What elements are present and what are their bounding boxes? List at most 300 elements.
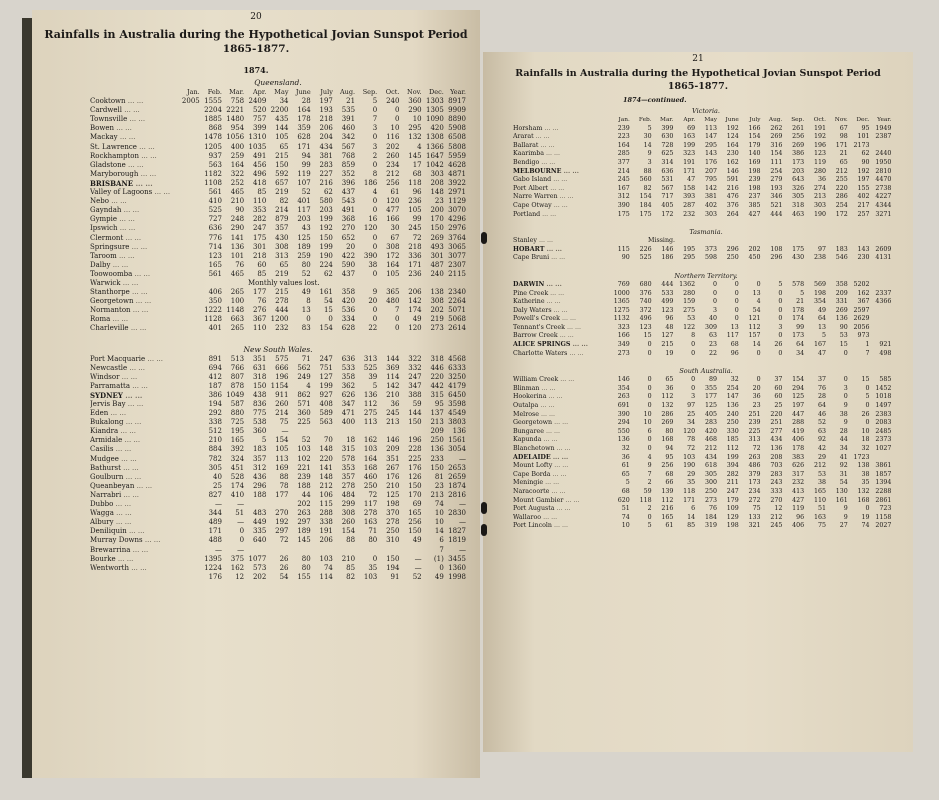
rainfall-value: 110 xyxy=(252,324,267,333)
rainfall-value: 879 xyxy=(275,215,289,224)
leader-dots: ... ... xyxy=(564,323,581,331)
rainfall-value: 1305 xyxy=(425,106,444,115)
rainfall-value: 400 xyxy=(230,142,245,151)
rainfall-value: 49 xyxy=(817,306,826,314)
station-row xyxy=(90,97,466,106)
leader-dots: ... ... xyxy=(554,445,571,452)
station-name xyxy=(513,315,608,324)
rainfall-value: 165 xyxy=(208,260,222,269)
rainfall-value: 717 xyxy=(661,193,674,201)
rainfall-value: 3 xyxy=(647,158,652,166)
rainfall-value: 171 xyxy=(683,496,696,504)
rainfall-value: 155 xyxy=(857,184,870,192)
rainfall-value: 202 xyxy=(297,500,311,509)
rainfall-value: 313 xyxy=(363,354,378,363)
rainfall-value: 435 xyxy=(275,115,289,124)
rainfall-value: 172 xyxy=(386,251,400,260)
station-row xyxy=(90,536,466,545)
rainfall-value: 234 xyxy=(386,160,400,169)
rainfall-value: 0 xyxy=(843,349,848,357)
station-row xyxy=(513,454,899,463)
rainfall-value: 316 xyxy=(770,141,783,149)
rainfall-value: 196 xyxy=(275,372,289,381)
rainfall-value: 580 xyxy=(319,197,333,206)
rainfall-value: 247 xyxy=(726,487,739,495)
rainfall-value: 21 xyxy=(796,298,805,306)
rainfall-value: 178 xyxy=(792,445,805,452)
leader-dots: ... ... xyxy=(544,150,561,158)
rainfall-value xyxy=(244,546,266,555)
rainfall-value: 250 xyxy=(726,419,739,427)
station-name-text: Kapunda xyxy=(513,436,542,444)
station-name-text: Dalby xyxy=(90,260,111,269)
leader-dots: ... ... xyxy=(132,269,151,278)
rainfall-value: 308 xyxy=(275,242,289,251)
rainfall-value: 239 xyxy=(617,124,630,132)
leader-dots: ... ... xyxy=(533,133,550,141)
rainfall-value: 0 xyxy=(647,341,652,349)
station-name-text: Port Lincoln xyxy=(513,522,552,530)
station-name xyxy=(513,488,608,497)
rainfall-value: 125 xyxy=(297,233,311,242)
rainfall-value: 498 xyxy=(879,349,892,357)
rainfall-value: 208 xyxy=(430,178,444,187)
rainfall-value: 305 xyxy=(792,193,805,201)
rainfall-value: 163 xyxy=(683,133,696,141)
rainfall-value: 164 xyxy=(363,454,378,463)
rainfall-value: 218 xyxy=(408,242,422,251)
rainfall-value: 164 xyxy=(297,106,311,115)
station-row xyxy=(513,341,899,350)
rainfall-value: 159 xyxy=(683,298,696,306)
rainfall-value: 309 xyxy=(704,323,717,331)
rainfall-value: 2383 xyxy=(875,410,892,418)
rainfall-value: 444 xyxy=(275,306,289,315)
rainfall-value: 142 xyxy=(408,297,422,306)
rainfall-value: 263 xyxy=(748,453,761,461)
station-name xyxy=(90,509,200,518)
rainfall-value: 618 xyxy=(704,462,717,470)
rainfall-value: 563 xyxy=(319,418,333,427)
rainfall-value: 282 xyxy=(726,470,739,478)
station-row xyxy=(90,143,466,152)
leader-dots: ... ... xyxy=(550,453,569,461)
rainfall-value: 0 xyxy=(778,306,783,314)
rainfall-value: 217 xyxy=(857,201,870,209)
rainfall-value: 197 xyxy=(792,402,805,410)
rainfall-value: 1148 xyxy=(226,306,245,315)
station-row xyxy=(513,419,899,428)
rainfall-value: — xyxy=(459,500,466,509)
station-row xyxy=(90,364,466,373)
rainfall-value xyxy=(355,427,377,436)
rainfall-value: 493 xyxy=(430,242,444,251)
rainfall-value: 1885 xyxy=(204,115,222,124)
rainfall-value: 1366 xyxy=(425,142,444,151)
station-name-text: SYDNEY xyxy=(90,390,123,400)
rainfall-value: 740 xyxy=(639,298,652,306)
station-name-text: Wallaroo xyxy=(513,513,542,521)
rainfall-value: 37 xyxy=(774,376,783,384)
rainfall-value: 758 xyxy=(230,97,245,106)
station-name xyxy=(513,324,608,333)
station-row xyxy=(90,373,466,382)
rainfall-value: 103 xyxy=(363,445,378,454)
rainfall-value: 214 xyxy=(275,206,289,215)
rainfall-value: 4366 xyxy=(875,298,892,306)
leader-dots: ... ... xyxy=(548,184,565,192)
rainfall-value: 117 xyxy=(363,500,378,509)
rainfall-value: 28 xyxy=(839,427,848,435)
rainfall-value: 105 xyxy=(408,206,422,215)
rainfall-value: 125 xyxy=(386,490,400,499)
rainfall-value: 176 xyxy=(208,572,222,581)
rainfall-value: 2005 xyxy=(181,97,200,106)
rainfall-value: 89 xyxy=(708,376,717,384)
station-name-text: Melrose xyxy=(513,410,539,418)
rainfall-value: 219 xyxy=(430,315,444,324)
rainfall-value: 4 xyxy=(306,381,311,390)
station-row xyxy=(90,455,466,464)
rainfall-value: 367 xyxy=(252,315,267,324)
rainfall-value: 199 xyxy=(683,141,696,149)
rainfall-value: 332 xyxy=(408,363,422,372)
station-name xyxy=(90,288,200,297)
station-row xyxy=(90,436,466,445)
station-row xyxy=(513,411,899,420)
station-name-text: Stanley xyxy=(513,237,537,245)
rainfall-value: 578 xyxy=(341,454,356,463)
rainfall-value: 21 xyxy=(346,97,356,106)
rainfall-value: 78 xyxy=(279,481,289,490)
rainfall-table xyxy=(32,78,480,582)
station-name xyxy=(513,445,608,454)
rainfall-value: (1) xyxy=(433,554,444,563)
rainfall-value: 827 xyxy=(208,490,222,499)
rainfall-value: 210 xyxy=(230,197,245,206)
rainfall-value: 112 xyxy=(661,393,674,401)
station-name-text: Ballarat xyxy=(513,141,539,149)
rainfall-value: 49 xyxy=(412,536,422,545)
rainfall-value: 290 xyxy=(408,106,422,115)
rainfall-value: 14 xyxy=(434,527,444,536)
leader-dots: ... ... xyxy=(126,527,145,536)
station-name xyxy=(90,315,200,324)
rainfall-value: 463 xyxy=(792,210,805,218)
rainfall-value: 438 xyxy=(252,390,267,399)
rainfall-value: 5908 xyxy=(448,124,466,133)
rainfall-value: 308 xyxy=(386,242,400,251)
rainfall-value: 4 xyxy=(756,298,761,306)
rainfall-value: 591 xyxy=(726,176,739,184)
rainfall-value: 3065 xyxy=(448,242,466,251)
rainfall-value: 5 xyxy=(647,124,652,132)
station-name xyxy=(90,206,200,215)
rainfall-value: 562 xyxy=(297,363,311,372)
rainfall-value: 78 xyxy=(687,436,696,444)
rainfall-value: 1857 xyxy=(875,470,892,478)
rainfall-value: 65 xyxy=(665,376,674,384)
rainfall-value: 282 xyxy=(252,215,267,224)
rainfall-value: 354 xyxy=(813,298,826,306)
rainfall-value: 10 xyxy=(861,427,870,435)
leader-dots: ... ... xyxy=(113,445,132,454)
rainfall-value: 270 xyxy=(341,224,356,233)
rainfall-value: 0 xyxy=(372,242,378,251)
rainfall-value: 9909 xyxy=(448,106,466,115)
rainfall-value: 420 xyxy=(704,427,717,435)
rainfall-value: 954 xyxy=(230,124,245,133)
station-row xyxy=(90,509,466,518)
rainfall-value: 326 xyxy=(792,184,805,192)
station-row xyxy=(90,382,466,391)
station-note: Missing. xyxy=(648,237,676,245)
rainfall-value: 90 xyxy=(235,206,245,215)
station-name-text: Wagga xyxy=(90,509,114,518)
rainfall-value: 5 xyxy=(372,97,378,106)
rainfall-value: 213 xyxy=(386,418,400,427)
rainfall-value: 143 xyxy=(857,245,870,253)
month-header: Jan. xyxy=(618,117,630,123)
leader-dots: ... ... xyxy=(138,151,157,160)
rainfall-value: 208 xyxy=(770,453,783,461)
rainfall-value: 248 xyxy=(230,215,245,224)
rainfall-value xyxy=(399,427,421,436)
rainfall-value: 127 xyxy=(661,332,674,340)
rainfall-value: 0 xyxy=(778,289,783,297)
station-name xyxy=(513,176,608,185)
rainfall-value: 163 xyxy=(813,513,826,521)
rainfall-value: 3271 xyxy=(875,210,892,218)
rainfall-value: 251 xyxy=(770,419,783,427)
rainfall-value: 96 xyxy=(665,315,674,323)
rainfall-value: 74 xyxy=(861,522,870,530)
rainfall-value xyxy=(266,500,288,509)
rainfall-value: 8 xyxy=(372,169,378,178)
rainfall-value: 0 xyxy=(372,206,378,215)
rainfall-value: 3070 xyxy=(448,206,466,215)
station-name xyxy=(513,281,608,290)
leader-dots: ... ... xyxy=(113,509,132,518)
station-name xyxy=(513,211,608,220)
rainfall-value: 354 xyxy=(617,384,630,392)
rainfall-value: 0 xyxy=(712,298,717,306)
station-row xyxy=(513,298,899,307)
rainfall-value: 59 xyxy=(643,487,652,495)
station-row xyxy=(90,527,466,536)
rainfall-value: 119 xyxy=(792,505,805,513)
leader-dots: ... ... xyxy=(541,436,558,444)
rainfall-value: 279 xyxy=(770,176,783,184)
rainfall-value: 2173 xyxy=(853,141,870,149)
rainfall-value: 249 xyxy=(297,372,311,381)
section-gap xyxy=(90,334,466,342)
rainfall-value: 25 xyxy=(774,402,783,410)
rainfall-value: 212 xyxy=(386,169,400,178)
rainfall-value: 53 xyxy=(817,470,826,478)
leader-dots: ... ... xyxy=(119,372,138,381)
station-row xyxy=(513,488,899,497)
station-name-text: Normanton xyxy=(90,306,131,315)
rainfall-value: 61 xyxy=(621,462,630,470)
month-header-row xyxy=(90,88,466,97)
leader-dots: ... ... xyxy=(543,479,560,487)
station-name-text: Windsor xyxy=(90,372,120,381)
rainfall-value: 19 xyxy=(665,349,674,357)
rainfall-value: 533 xyxy=(661,289,674,297)
rainfall-value: 118 xyxy=(683,487,696,495)
rainfall-value: 1077 xyxy=(248,554,267,563)
rainfall-value: 319 xyxy=(704,522,717,530)
rainfall-value: 54 xyxy=(839,479,848,487)
page-subtitle: 1865-1877. xyxy=(222,43,290,55)
rainfall-value: 34 xyxy=(796,349,805,357)
station-name-text: Mudgee xyxy=(90,454,119,463)
rainfall-value: 434 xyxy=(770,436,783,444)
rainfall-value: 1027 xyxy=(875,445,892,452)
rainfall-value: 437 xyxy=(341,188,356,197)
rainfall-value: 350 xyxy=(208,297,222,306)
rainfall-value: 0 xyxy=(778,315,783,323)
rainfall-value: 269 xyxy=(770,133,783,141)
rainfall-value: 295 xyxy=(683,254,696,262)
station-row xyxy=(90,270,466,279)
leader-dots: ... ... xyxy=(133,297,152,306)
rainfall-value: 175 xyxy=(792,245,805,253)
station-row xyxy=(513,142,899,151)
rainfall-value: 188 xyxy=(252,490,267,499)
station-row xyxy=(90,491,466,500)
rainfall-value: 807 xyxy=(230,372,245,381)
rainfall-value: 7 xyxy=(647,470,652,478)
rainfall-value: 437 xyxy=(341,269,356,278)
rainfall-value: 59 xyxy=(412,400,422,408)
rainfall-value: 220 xyxy=(770,410,783,418)
leader-dots: ... ... xyxy=(125,160,144,169)
station-name xyxy=(90,500,200,509)
rainfall-value: 204 xyxy=(319,133,333,142)
rainfall-value: 286 xyxy=(661,410,674,418)
rainfall-value: 2830 xyxy=(448,509,466,518)
station-name xyxy=(513,462,608,471)
station-name-text: Queanbeyan xyxy=(90,481,135,490)
rainfall-value: 141 xyxy=(319,463,333,472)
rainfall-value: 214 xyxy=(617,167,630,175)
rainfall-value: 0 xyxy=(372,160,378,169)
station-name-text: MELBOURNE xyxy=(513,167,562,175)
rainfall-value: 265 xyxy=(230,288,245,297)
leader-dots: ... ... xyxy=(540,210,557,218)
rainfall-value: 260 xyxy=(341,518,356,527)
rainfall-value: 331 xyxy=(835,298,848,306)
leader-dots: ... ... xyxy=(118,427,136,436)
rainfall-value: 449 xyxy=(252,518,267,527)
rainfall-value: 1998 xyxy=(448,572,466,581)
rainfall-value: 239 xyxy=(748,176,761,184)
rainfall-value: 250 xyxy=(704,487,717,495)
station-name-text: Mount Gambier xyxy=(513,496,564,504)
rainfall-value: 318 xyxy=(430,354,444,363)
rainfall-value: 228 xyxy=(408,445,422,454)
station-name xyxy=(90,464,200,473)
rainfall-value: 54 xyxy=(279,572,289,581)
rainfall-value: 427 xyxy=(792,496,805,504)
rainfall-value: 8917 xyxy=(448,97,466,106)
rainfall-value: 218 xyxy=(252,251,267,260)
station-row xyxy=(513,290,899,299)
rainfall-value: 254 xyxy=(835,201,848,209)
rainfall-value: 757 xyxy=(252,115,267,124)
rainfall-value: 365 xyxy=(386,288,400,297)
rainfall-value: 0 xyxy=(647,402,652,410)
rainfall-value: 388 xyxy=(408,390,422,399)
rainfall-value: 219 xyxy=(275,188,289,197)
station-row xyxy=(90,418,466,427)
rainfall-value: 92 xyxy=(839,462,848,470)
rainfall-value: 25 xyxy=(687,410,696,418)
rainfall-value: 598 xyxy=(704,254,717,262)
rainfall-value: 95 xyxy=(434,400,444,408)
rainfall-value: 174 xyxy=(408,306,422,315)
rainfall-value: 0 xyxy=(756,376,761,384)
rainfall-value: 261 xyxy=(792,124,805,132)
rainfall-value: 480 xyxy=(386,297,400,306)
rainfall-value: 113 xyxy=(363,418,378,427)
rainfall-value: 391 xyxy=(341,115,356,124)
rainfall-value: 177 xyxy=(252,288,267,297)
rainfall-value: 40 xyxy=(213,472,222,481)
rainfall-value: 7 xyxy=(865,349,870,357)
rainfall-value: 578 xyxy=(792,280,805,288)
rainfall-value: 0 xyxy=(647,445,652,452)
leader-dots: ... ... xyxy=(117,133,136,142)
rainfall-value: 233 xyxy=(430,454,444,463)
rainfall-value: 68 xyxy=(621,487,630,495)
rainfall-value: 194 xyxy=(386,563,400,572)
rainfall-value: 146 xyxy=(726,167,739,175)
rainfall-value: 308 xyxy=(430,297,444,306)
station-row xyxy=(90,234,466,243)
rainfall-value: 285 xyxy=(617,150,630,158)
rainfall-value: 1360 xyxy=(448,563,466,572)
station-name-text: Gabo Island xyxy=(513,176,552,184)
rainfall-value: 177 xyxy=(704,393,717,401)
station-name xyxy=(90,418,200,427)
rainfall-value: 188 xyxy=(297,481,311,490)
rainfall-value: 173 xyxy=(748,479,761,487)
rainfall-value: 0 xyxy=(372,133,378,142)
rainfall-value: 114 xyxy=(386,372,400,381)
rainfall-value: 385 xyxy=(748,201,761,209)
rainfall-value: 521 xyxy=(770,201,783,209)
rainfall-value: 393 xyxy=(683,193,696,201)
rainfall-value: 297 xyxy=(275,527,289,536)
rainfall-value: 0 xyxy=(734,289,739,297)
rainfall-value: 12 xyxy=(235,572,245,581)
month-header: Jan. xyxy=(187,88,200,96)
rainfall-value: 232 xyxy=(792,479,805,487)
rainfall-value: 169 xyxy=(275,463,289,472)
rainfall-value: 491 xyxy=(252,151,267,160)
leader-dots: ... ... xyxy=(117,215,135,224)
station-name xyxy=(513,350,608,359)
rainfall-value: 75 xyxy=(279,418,289,427)
station-row xyxy=(513,324,899,333)
rainfall-value: 4131 xyxy=(875,254,892,262)
rainfall-value: 1154 xyxy=(270,381,289,390)
rainfall-value: 406 xyxy=(792,436,805,444)
rainfall-value: 525 xyxy=(363,363,378,372)
